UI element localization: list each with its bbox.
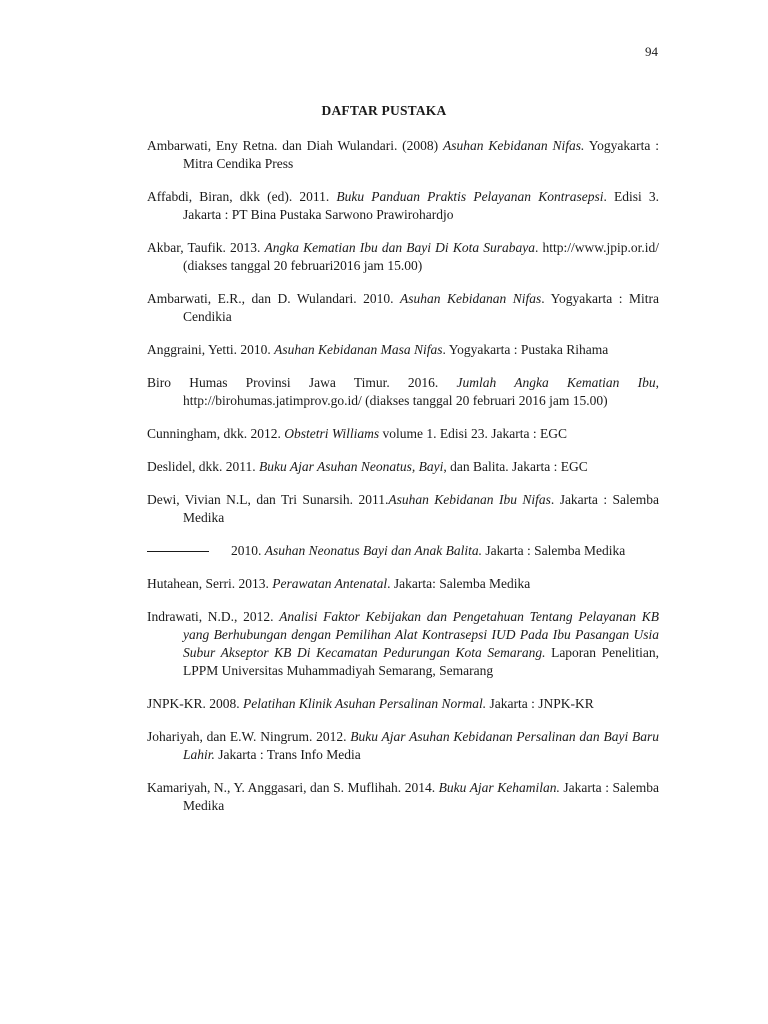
reference-title: Buku Ajar Kehamilan. bbox=[438, 780, 560, 795]
reference-item: Dewi, Vivian N.L, dan Tri Sunarsih. 2011.Asuhan Kebidanan Ibu Nifas. Jakarta : Salemba Medika bbox=[147, 492, 659, 525]
reference-item: Ambarwati, E.R., dan D. Wulandari. 2010. Asuhan Kebidanan Nifas. Yogyakarta : Mitra Cendikia bbox=[147, 291, 659, 324]
reference-item: Ambarwati, Eny Retna. dan Diah Wulandari. (2008) Asuhan Kebidanan Nifas. Yogyakarta : Mitra Cendika Press bbox=[147, 138, 659, 171]
reference-item: 2010. Asuhan Neonatus Bayi dan Anak Balita. Jakarta : Salemba Medika bbox=[147, 542, 659, 560]
reference-title: Asuhan Neonatus Bayi dan Anak Balita. bbox=[264, 543, 482, 558]
reference-item: Cunningham, dkk. 2012. Obstetri Williams volume 1. Edisi 23. Jakarta : EGC bbox=[147, 426, 567, 441]
reference-title: Perawatan Antenatal bbox=[272, 576, 388, 591]
reference-list bbox=[147, 137, 659, 830]
page-title: DAFTAR PUSTAKA bbox=[321, 103, 447, 118]
reference-title: Asuhan Kebidanan Nifas bbox=[400, 291, 542, 306]
reference-title: Pelatihan Klinik Asuhan Persalinan Normal. bbox=[243, 696, 487, 711]
reference-title: Analisi Faktor Kebijakan dan Pengetahuan Tentang Pelayanan KB yang Berhubungan dengan Pemilihan Alat Kontrasepsi IUD Pada Ibu Pasangan Usia Subur Akseptor KB Di Kecamatan Pedurungan Kota Semarang. bbox=[183, 609, 659, 660]
reference-item: Indrawati, N.D., 2012. Analisi Faktor Kebijakan dan Pengetahuan Tentang Pelayanan KB yang Berhubungan dengan Pemilihan Alat Kontrasepsi IUD Pada Ibu Pasangan Usia Subur Akseptor KB Di Kecamatan Pedurungan Kota Semarang. Laporan Penelitian, LPPM Universitas Muhammadiyah Semarang, Semarang bbox=[147, 609, 659, 678]
reference-item: Johariyah, dan E.W. Ningrum. 2012. Buku Ajar Asuhan Kebidanan Persalinan dan Bayi Baru Lahir. Jakarta : Trans Info Media bbox=[147, 729, 659, 762]
reference-item: Deslidel, dkk. 2011. Buku Ajar Asuhan Neonatus, Bayi, dan Balita. Jakarta : EGC bbox=[147, 459, 588, 474]
reference-title: Jumlah Angka Kematian Ibu bbox=[456, 375, 656, 390]
reference-title: Buku Ajar Asuhan Neonatus, Bayi bbox=[259, 459, 444, 474]
reference-title: Angka Kematian Ibu dan Bayi Di Kota Surabaya bbox=[264, 240, 535, 255]
reference-title: Asuhan Kebidanan Nifas. bbox=[443, 138, 585, 153]
reference-item: JNPK-KR. 2008. Pelatihan Klinik Asuhan Persalinan Normal. Jakarta : JNPK-KR bbox=[147, 696, 594, 711]
reference-title: Buku Ajar Asuhan Kebidanan Persalinan dan Bayi Baru Lahir. bbox=[183, 729, 659, 762]
reference-title: Obstetri Williams bbox=[284, 426, 380, 441]
reference-item: Anggraini, Yetti. 2010. Asuhan Kebidanan Masa Nifas. Yogyakarta : Pustaka Rihama bbox=[147, 342, 609, 357]
reference-title: Buku Panduan Praktis Pelayanan Kontrasepsi bbox=[336, 189, 604, 204]
reference-item: Akbar, Taufik. 2013. Angka Kematian Ibu dan Bayi Di Kota Surabaya. http://www.jpip.or.id/ (diakses tanggal 20 februari2016 jam 15.00) bbox=[147, 240, 659, 273]
reference-title: Asuhan Kebidanan Ibu Nifas bbox=[388, 492, 551, 507]
reference-item: Kamariyah, N., Y. Anggasari, dan S. Muflihah. 2014. Buku Ajar Kehamilan. Jakarta : Salemba Medika bbox=[147, 780, 659, 813]
reference-item: Biro Humas Provinsi Jawa Timur. 2016. Jumlah Angka Kematian Ibu, http://birohumas.jatimprov.go.id/ (diakses tanggal 20 februari 2016 jam 15.00) bbox=[147, 375, 659, 408]
reference-item: Hutahean, Serri. 2013. Perawatan Antenatal. Jakarta: Salemba Medika bbox=[147, 576, 531, 591]
reference-title: Asuhan Kebidanan Masa Nifas bbox=[274, 342, 443, 357]
same-author-dash bbox=[147, 551, 209, 552]
reference-item: Affabdi, Biran, dkk (ed). 2011. Buku Panduan Praktis Pelayanan Kontrasepsi. Edisi 3. Jakarta : PT Bina Pustaka Sarwono Prawirohardjo bbox=[147, 189, 659, 222]
page-number: 94 bbox=[645, 44, 658, 59]
